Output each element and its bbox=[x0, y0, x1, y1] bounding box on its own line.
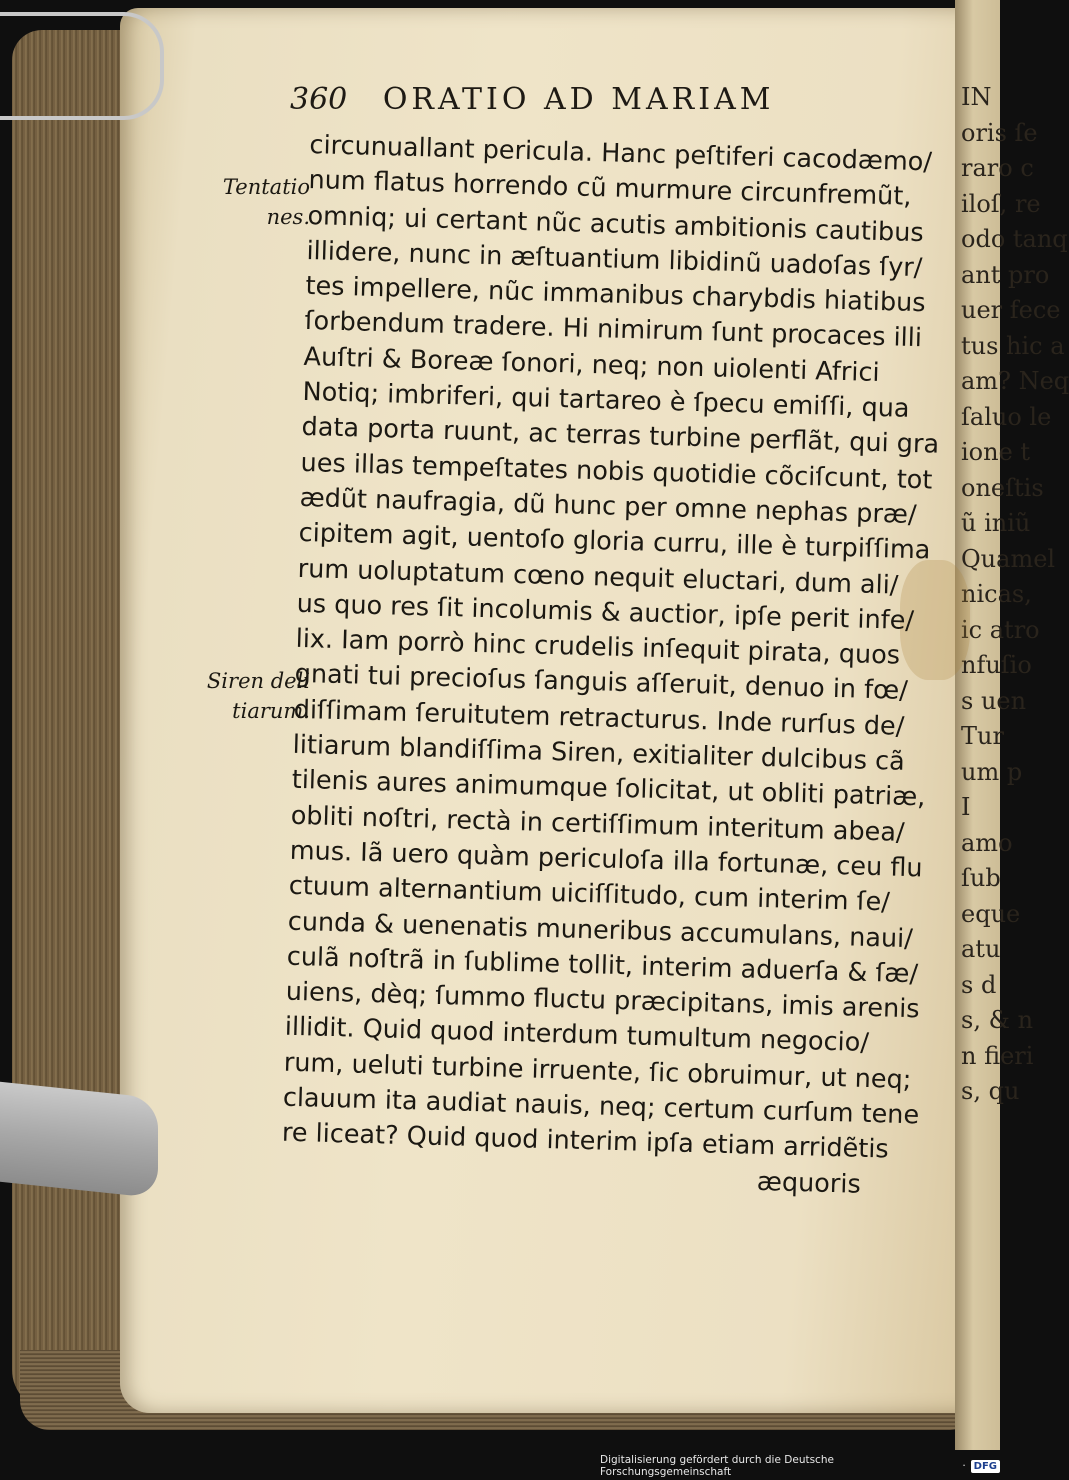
text-line: re liceat? Quid quod interim ipſa etiam arridẽtis bbox=[281, 1117, 890, 1165]
book-clamp-top bbox=[0, 12, 164, 120]
facing-page-line: iloſ, re bbox=[961, 189, 1041, 218]
facing-page-line: oneſtis bbox=[961, 473, 1044, 502]
text-line: Auſtri & Boreæ ſonori, neq; non uiolenti Africi bbox=[303, 341, 880, 388]
text-line: ſorbendum tradere. Hi nimirum ſunt procaces illi bbox=[304, 306, 923, 354]
facing-page-line: s, & n bbox=[961, 1006, 1034, 1034]
facing-page-line: tus hic a bbox=[961, 331, 1065, 360]
text-line: tes impellere, nũc immanibus charybdis hiatibus bbox=[305, 271, 926, 319]
facing-page-line: Quamel bbox=[961, 544, 1056, 573]
text-line: Notiq; imbriferi, qui tartareo è ſpecu emiſſi, qua bbox=[302, 376, 910, 424]
facing-page-line: Tur bbox=[961, 722, 1004, 750]
text-line: illidere, nunc in æſtuantium libidinũ uadoſas ſyr/ bbox=[306, 235, 923, 284]
text-line: uiens, dèq; ſummo fluctu præcipitans, imis arenis bbox=[285, 976, 920, 1025]
facing-page-line: um p bbox=[961, 757, 1023, 786]
text-line: diſſimam ſeruitutem retracturus. Inde rurſus de/ bbox=[293, 694, 905, 742]
text-line: cunda & uenenatis muneribus accumulans, naui/ bbox=[287, 906, 914, 954]
text-line: obliti noſtri, rectà in certiſſimum interitum abea/ bbox=[290, 800, 905, 848]
margin-note-line: Siren deli bbox=[206, 669, 310, 693]
book-clamp-bottom bbox=[0, 1082, 158, 1199]
text-line: tilenis aures animumque ſolicitat, ut obliti patriæ, bbox=[291, 765, 926, 813]
facing-page-line: ſaluo le bbox=[961, 402, 1052, 431]
facing-page-line: eque bbox=[961, 899, 1021, 928]
footer-separator: · bbox=[962, 1460, 966, 1472]
facing-page-line: uer fece bbox=[961, 296, 1061, 324]
margin-note-line: Tentatio bbox=[222, 175, 310, 199]
facing-page-line: ant pro bbox=[961, 260, 1050, 289]
text-line: num flatus horrendo cũ murmure circunfremũt, bbox=[308, 165, 912, 213]
text-line: mus. Iã uero quàm periculoſa illa fortunæ, ceu flu bbox=[289, 835, 923, 884]
facing-page-line: nfuſio bbox=[961, 651, 1032, 679]
margin-note-line: nes. bbox=[266, 205, 310, 229]
running-header bbox=[290, 82, 850, 122]
facing-page-line: s uen bbox=[961, 686, 1027, 715]
facing-page-line: ic atro bbox=[961, 615, 1040, 644]
facing-page-line: amo bbox=[961, 828, 1013, 857]
text-line: rum uoluptatum cœno nequit eluctari, dum ali/ bbox=[297, 553, 899, 601]
text-line: omniq; ui certant nũc acutis ambitionis cautibus bbox=[307, 200, 925, 248]
margin-note-tentationes bbox=[200, 172, 310, 232]
text-line: data porta ruunt, ac terras turbine perflãt, qui gra bbox=[301, 412, 940, 461]
catchword: æquoris bbox=[756, 1166, 862, 1200]
facing-page-line: atu bbox=[961, 935, 1001, 963]
body-text bbox=[280, 128, 940, 1203]
running-title: ORATIO AD MARIAM bbox=[382, 82, 775, 117]
text-line: gnati tui precioſus ſanguis aſſeruit, denuo in fœ/ bbox=[294, 659, 909, 707]
text-line: culã noſtrã in ſublime tollit, interim aduerſa & ſæ/ bbox=[286, 941, 919, 990]
facing-page-line: ũ iniũ bbox=[961, 509, 1031, 537]
text-line: cipitem agit, uentoſo gloria curru, ille è turpiſſima bbox=[298, 518, 931, 566]
text-line: ctuum alternantium uiciſſitudo, cum interim ſe/ bbox=[288, 870, 891, 918]
facing-page-line: ſub bbox=[961, 864, 1001, 892]
facing-page-line: IN bbox=[961, 83, 992, 111]
text-line: lix. Iam porrò hinc crudelis inſequit pirata, quos bbox=[295, 623, 901, 671]
margin-note-line: tiarum. bbox=[232, 699, 310, 723]
text-line: circunuallant pericula. Hanc peſtiferi cacodæmo/ bbox=[309, 129, 933, 178]
text-line: ædũt naufragia, dũ hunc per omne nephas præ/ bbox=[299, 482, 917, 531]
footer-credit bbox=[600, 1455, 1000, 1477]
facing-page-line: n fieri bbox=[961, 1041, 1034, 1070]
facing-page-line: odo tanq bbox=[961, 225, 1068, 253]
text-line: litiarum blandiſſima Siren, exitialiter dulcibus cã bbox=[292, 729, 906, 777]
page-number: 360 bbox=[290, 82, 348, 117]
facing-page-line: s d bbox=[961, 970, 997, 999]
text-line: ues illas tempeſtates nobis quotidie cõciſcunt, tot bbox=[300, 447, 933, 496]
facing-page-line: am? Neq bbox=[961, 367, 1069, 395]
text-line: us quo res ſit incolumis & auctior, ipſe perit infe/ bbox=[296, 588, 915, 636]
facing-page-line: nicas, bbox=[961, 580, 1032, 608]
text-line: clauum ita audiat nauis, neq; certum curſum tene bbox=[282, 1082, 920, 1131]
facing-page-line: ione t bbox=[961, 438, 1031, 466]
text-line: illidit. Quid quod interdum tumultum negocio/ bbox=[284, 1012, 870, 1059]
text-line: rum, ueluti turbine irruente, ſic obruimur, ut neq; bbox=[283, 1047, 912, 1095]
dfg-logo-icon: DFG bbox=[971, 1460, 1000, 1473]
facing-page-line: s, qu bbox=[961, 1077, 1020, 1105]
footer-text: Digitalisierung gefördert durch die Deutsche Forschungsgemeinschaft bbox=[600, 1454, 834, 1478]
facing-page-line: oris ſe bbox=[961, 118, 1038, 147]
facing-page-line: I bbox=[961, 793, 971, 821]
facing-page-fragment bbox=[955, 0, 1069, 1450]
facing-page-line: raro c bbox=[961, 154, 1034, 182]
